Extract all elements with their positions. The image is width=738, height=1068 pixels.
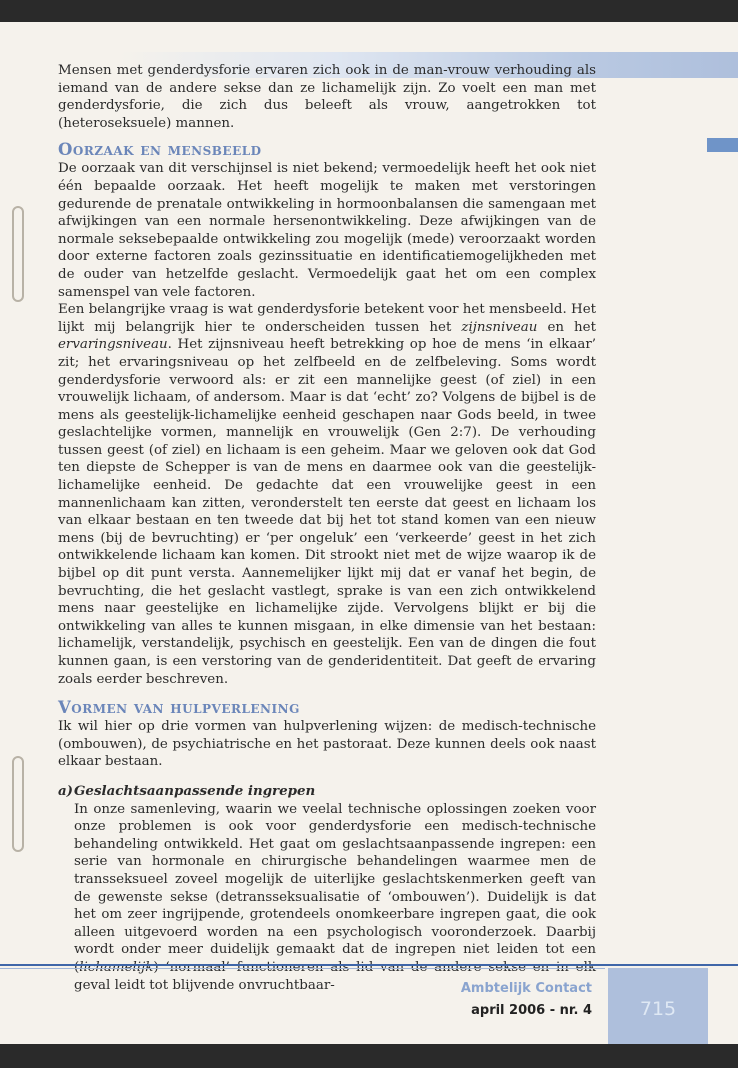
section-heading-oorzaak: Oorzaak en mensbeeld — [58, 140, 262, 160]
term-ervaringsniveau: ervaringsniveau — [58, 337, 168, 353]
subsection-a — [58, 783, 596, 994]
side-tab-marker — [707, 138, 738, 152]
article-body — [58, 62, 596, 994]
staple-top — [12, 206, 24, 302]
footer-rule-thin — [0, 968, 605, 969]
staple-bottom — [12, 756, 24, 852]
subsection-label: a) — [58, 782, 74, 799]
page-number: 715 — [639, 998, 677, 1020]
magazine-title: Ambtelijk Contact — [460, 981, 592, 996]
vormen-paragraph: Ik wil hier op drie vormen van hulpverlening wijzen: de medisch-technische (ombouwen), de psychiatrische en het pastoraat. Deze kunnen deels ook naast elkaar bestaan. — [58, 719, 596, 770]
subsection-heading: Geslachtsaanpassende ingrepen — [74, 782, 316, 799]
issue-info: april 2006 - nr. 4 — [471, 1003, 592, 1018]
subsection-paragraph: In onze samenleving, waarin we veelal technische oplossingen zoeken voor onze problemen is ook voor genderdysforie een medisch-technische behandeling ontwikkeld. Het gaat om geslachtsaanpassende ingrepen: een serie van hormonale en chirurgische behandelingen waarmee men de transseksueel zoveel mogelijk de uiterlijke geslachtskenmerken geeft van de gewenste sekse (detransseksualisatie of ‘ombouwen’). Duidelijk is dat het om zeer ingrijpende, grotendeels onomkeerbare ingrepen gaat, die ook alleen uitgevoerd worden na een psychologisch vooronderzoek. Daarbij wordt onder meer duidelijk gemaakt dat de ingrepen niet leiden tot een geval leidt tot blijvende onvruchtbaar- — [74, 801, 596, 993]
oorzaak-paragraph-2: Een belangrijke vraag is wat genderdysforie betekent voor het mensbeeld. Het lijkt mij belangrijk hier te onderscheiden tussen het zijnsniveau en het ervaringsniveau. Het zijnsniveau heeft betrekking op hoe de mens ‘in elkaar’ zit; het ervaringsniveau op het zelfbeeld en de zelfbeleving. Soms wordt genderdysforie verwoord als: er zit een mannelijke geest (of ziel) in een vrouwelijk lichaam, of andersom. Maar is dat ‘echt’ zo? Volgens de bijbel is de mens als geestelijk-lichamelijke eenheid geschapen naar Gods beeld, in twee geslachtelijke vormen, mannelijk en vrouwelijk (Gen 2:7). De verhouding tussen geest (of ziel) en lichaam is een geheim. Maar we geloven ook dat God ten diepste de Schepper is van de mens en daarmee ook van die geestelijk-lichamelijke eenheid. De gedachte dat een vrouwelijke geest in een mannenlichaam kan zitten, veronderstelt ten eerste dat geest en lichaam los van elkaar bestaan en ten tweede dat bij het tot stand komen van een nieuw mens (bij de bevruchting) er ‘per ongeluk’ een ‘verkeerde’ geest in het zich ontwikkelende lichaam kan komen. Dit strookt niet met de wijze waarop ik de bijbel op dit punt versta. Aannemelijker lijkt mij dat er vanaf het begin, de bevruchting, die het geslacht vastlegt, sprake is van een zich ontwikkelend mens naar geestelijke en lichamelijke zijde. Vervolgens blijkt er bij die ontwikkeling van alles te kunnen misgaan, in elke dimensie van het bestaan: lichamelijk, verstandelijk, psychisch en geestelijk. Een van de dingen die fout kunnen gaan, is een verstoring van de genderidentiteit. Dat geeft de ervaring zoals eerder beschreven. — [58, 302, 596, 687]
intro-paragraph: Mensen met genderdysforie ervaren zich ook in de man-vrouw verhouding als iemand van de andere sekse dan ze lichamelijk zijn. Zo voelt een man met genderdysforie, die zich dus beleeft als vrouw, aangetrokken tot (heteroseksuele) mannen. — [58, 63, 596, 131]
section-heading-vormen: Vormen van hulpverlening — [58, 698, 300, 718]
term-zijnsniveau: zijnsniveau — [461, 319, 538, 335]
oorzaak-paragraph-1: De oorzaak van dit verschijnsel is niet bekend; vermoedelijk heeft het ook niet één bepaalde oorzaak. Het heeft mogelijk te maken met verstoringen gedurende de prenatale ontwikkeling in hormoonbalansen die samengaan met afwijkingen van een normale hersenontwikkeling. Deze afwijkingen van de normale seksebepaalde ontwikkeling zou mogelijk (mede) veroorzaakt worden door externe factoren zoals gezinssituatie en identificatiemogelijkheden met de ouder van hetzelfde geslacht. Vermoedelijk gaat het om een complex samenspel van vele factoren. — [58, 161, 596, 300]
footer-rule — [0, 964, 738, 966]
